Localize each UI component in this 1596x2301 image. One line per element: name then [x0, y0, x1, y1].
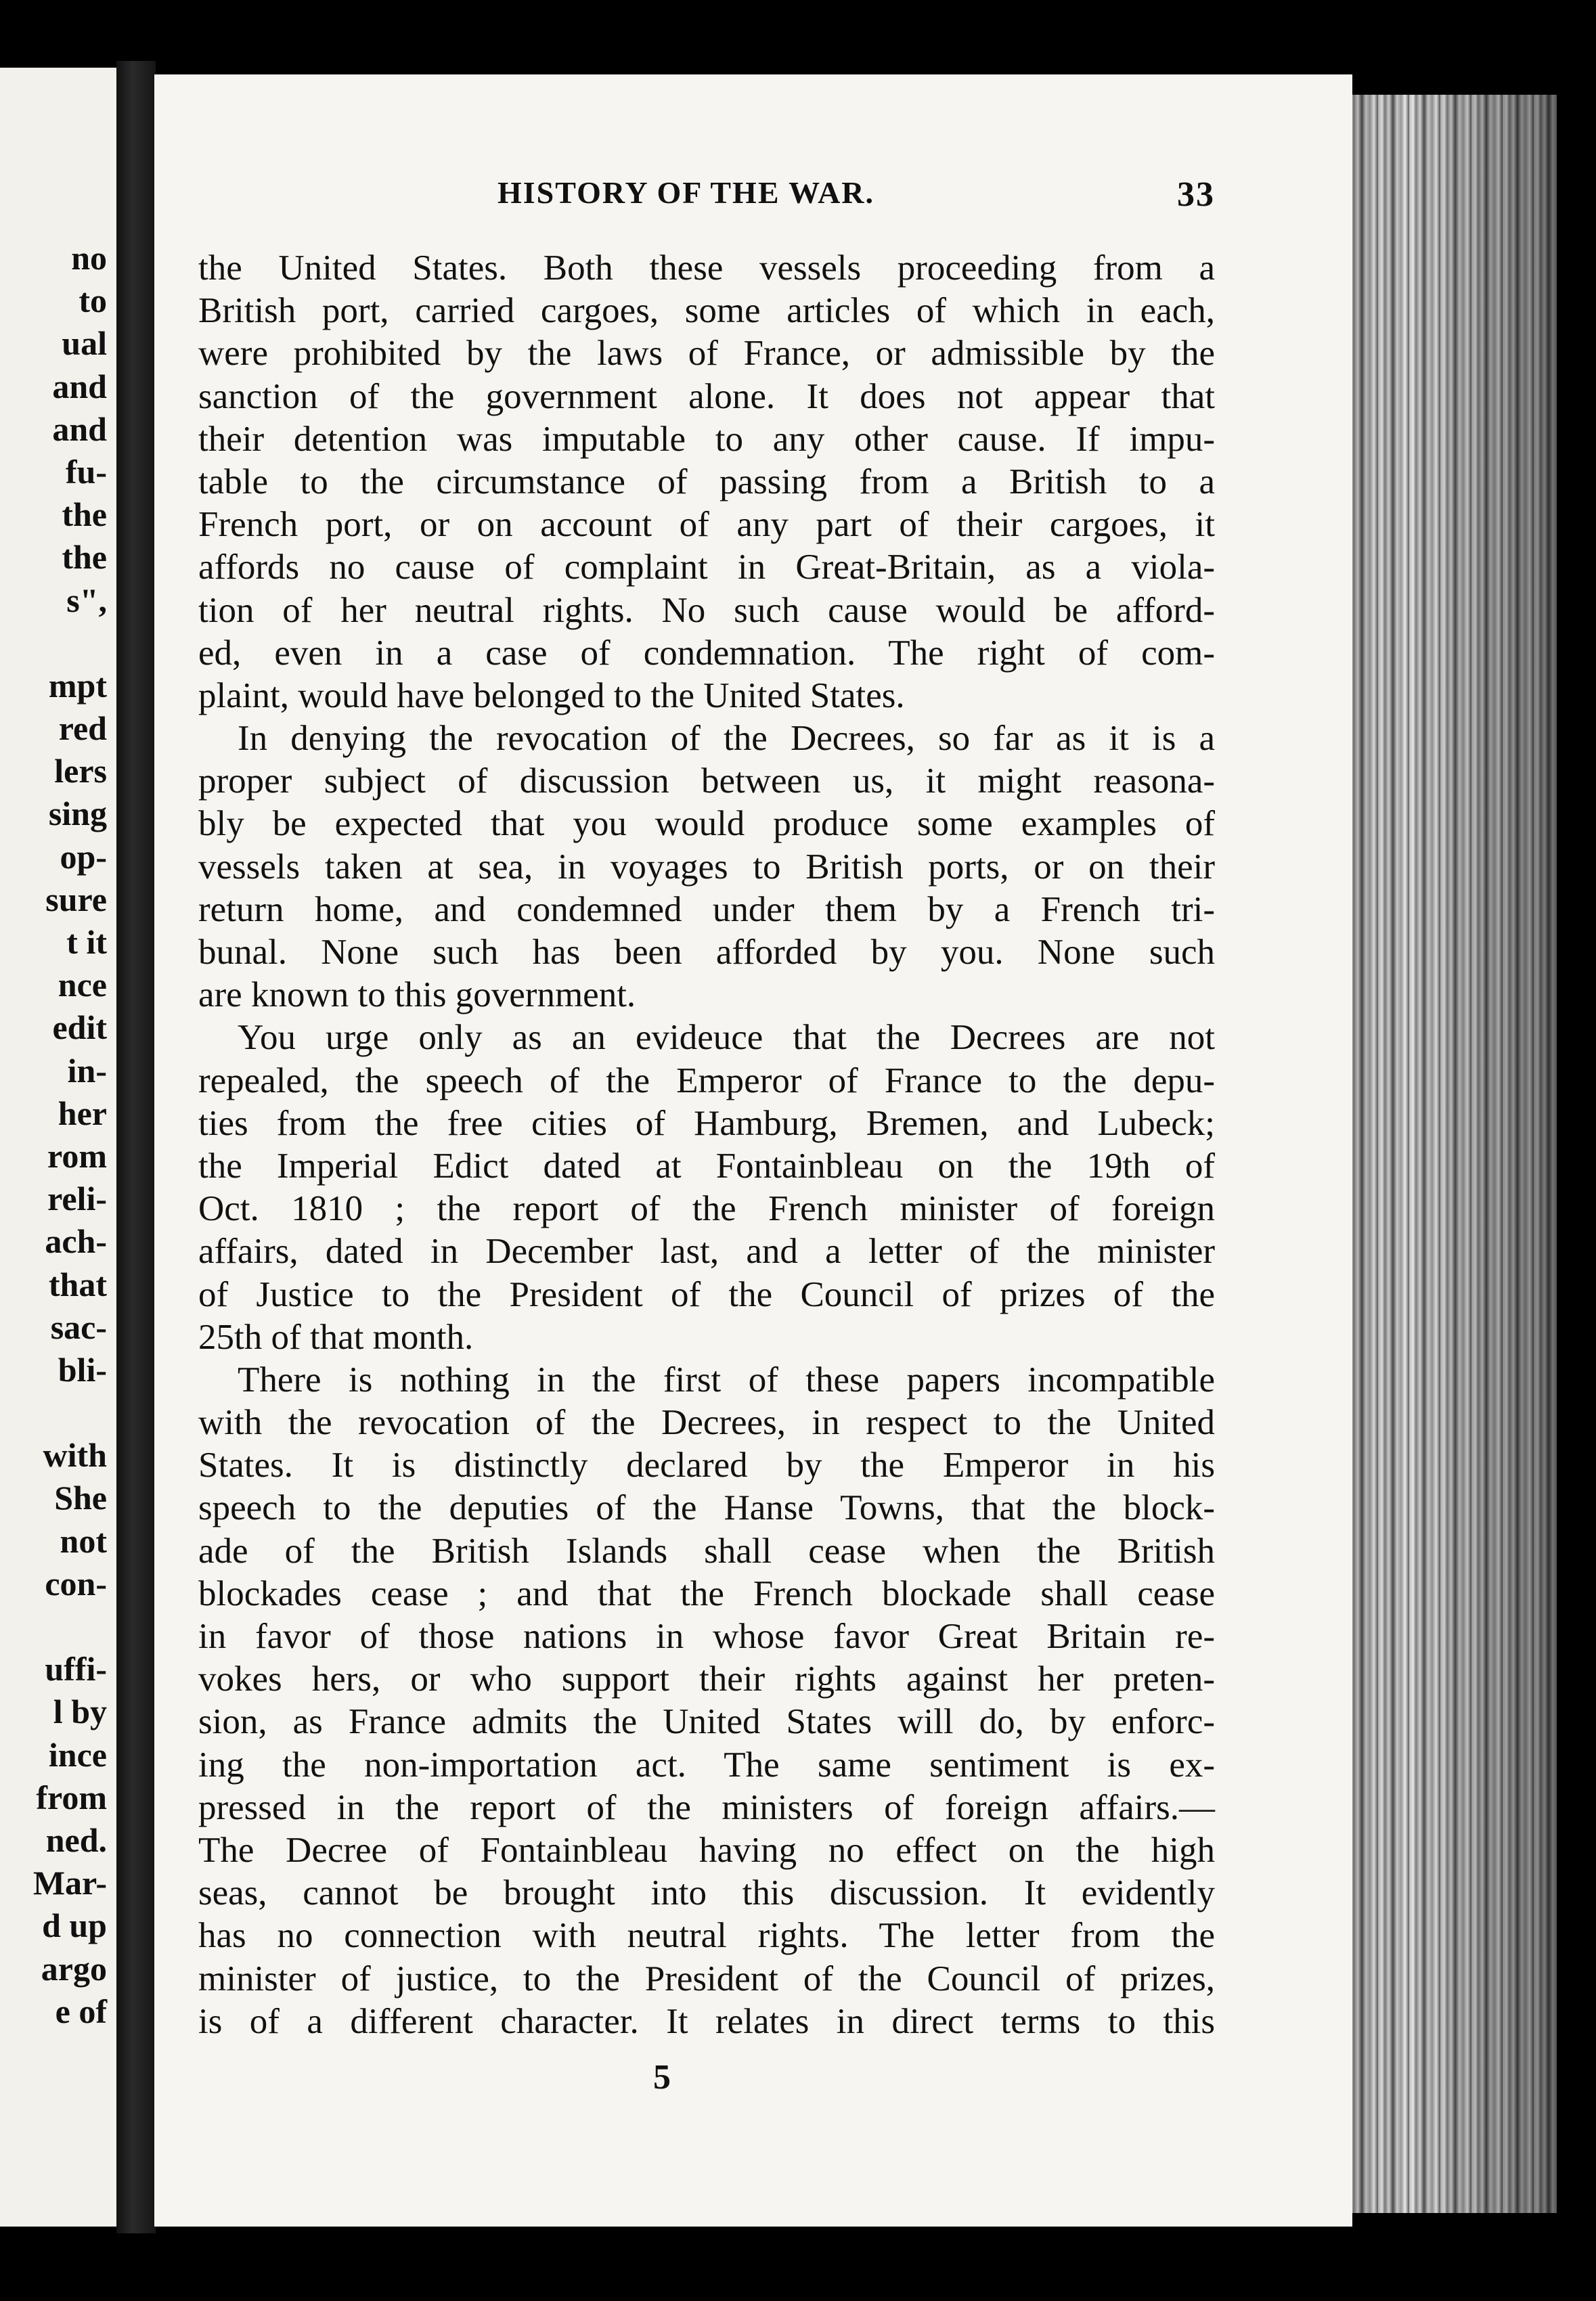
text-line: were prohibited by the laws of France, or admissible by the	[198, 334, 1215, 374]
text-line: are known to this government.	[198, 975, 636, 1015]
text-line: vokes hers, or who support their rights against her preten-	[198, 1659, 1215, 1699]
text-line: bly be expected that you would produce some examples of	[198, 804, 1215, 844]
facing-page-line: She	[54, 1479, 107, 1517]
text-line: seas, cannot be brought into this discussion. It evidently	[198, 1873, 1215, 1913]
facing-page-line: e of	[55, 1992, 107, 2030]
facing-page-line: sing	[48, 795, 107, 833]
facing-page-line: lers	[54, 752, 107, 790]
text-line: their detention was imputable to any other cause. If impu-	[198, 419, 1215, 459]
text-line: 25th of that month.	[198, 1317, 474, 1357]
text-line: speech to the deputies of the Hanse Towns, that the block-	[198, 1488, 1215, 1528]
text-line: the United States. Both these vessels proceeding from a	[198, 248, 1215, 288]
facing-page-line: op-	[60, 837, 107, 876]
text-line: in favor of those nations in whose favor Great Britain re-	[198, 1617, 1215, 1656]
facing-page-line: sac-	[50, 1308, 107, 1346]
running-head	[497, 175, 1215, 214]
facing-page-line: the	[62, 538, 107, 577]
text-line: bunal. None such has been afforded by you. None such	[198, 933, 1215, 972]
text-line: ed, even in a case of condemnation. The right of com-	[198, 633, 1215, 673]
text-line: repealed, the speech of the Emperor of France to the depu-	[198, 1060, 1215, 1100]
facing-page-line: ach-	[45, 1222, 107, 1261]
text-line: States. It is distinctly declared by the Emperor in his	[198, 1446, 1215, 1485]
facing-page-line: ned.	[45, 1820, 107, 1859]
facing-page-line: Mar-	[32, 1864, 107, 1902]
text-line: plaint, would have belonged to the United States.	[198, 675, 905, 715]
text-line: British port, carried cargoes, some articles of which in each,	[198, 291, 1215, 331]
text-line: You urge only as an evideuce that the Decrees are not	[238, 1018, 1215, 1058]
facing-page-line: ual	[62, 324, 107, 363]
facing-page-line: reli-	[47, 1180, 107, 1218]
text-line: of Justice to the President of the Council of prizes of the	[198, 1274, 1215, 1314]
text-line: vessels taken at sea, in voyages to British ports, or on their	[198, 847, 1215, 887]
facing-page-line: edit	[52, 1008, 107, 1047]
text-line: In denying the revocation of the Decrees, so far as it is a	[238, 719, 1215, 759]
facing-page-line: argo	[41, 1949, 107, 1988]
text-line: French port, or on account of any part of their cargoes, it	[198, 505, 1215, 545]
facing-page-line: nce	[58, 966, 107, 1004]
text-line: pressed in the report of the ministers of foreign affairs.—	[198, 1787, 1215, 1827]
text-line: ade of the British Islands shall cease when the British	[198, 1531, 1215, 1571]
facing-page-line: and	[52, 367, 107, 405]
facing-page-line: uffi-	[45, 1650, 107, 1689]
facing-page-line: red	[58, 709, 107, 748]
facing-page-line: fu-	[65, 452, 107, 491]
text-line: Oct. 1810 ; the report of the French minister of foreign	[198, 1189, 1215, 1229]
facing-page-line: mpt	[48, 666, 107, 705]
text-line: proper subject of discussion between us, it might reasona-	[198, 761, 1215, 801]
text-line: affairs, dated in December last, and a letter of the minister	[198, 1232, 1215, 1272]
text-line: with the revocation of the Decrees, in respect to the United	[198, 1403, 1215, 1443]
facing-page-line: t it	[66, 923, 107, 961]
page-fore-edge	[1347, 95, 1557, 2213]
text-line: return home, and condemned under them by a French tri-	[198, 889, 1215, 929]
facing-page-line: that	[48, 1265, 107, 1303]
page-number: 33	[1177, 175, 1215, 214]
facing-page-line: and	[52, 409, 107, 448]
facing-page-left	[0, 68, 120, 2227]
facing-page-line: from	[36, 1778, 107, 1816]
body-text	[198, 247, 1215, 2043]
text-line: sion, as France admits the United States will do, by enforc-	[198, 1702, 1215, 1742]
facing-page-line: s",	[66, 581, 107, 619]
facing-page-line: d up	[42, 1906, 107, 1945]
text-line: ties from the free cities of Hamburg, Bremen, and Lubeck;	[198, 1103, 1215, 1143]
facing-page-line	[33, 1391, 107, 1434]
signature-mark: 5	[653, 2058, 671, 2097]
facing-page-line	[33, 622, 107, 665]
text-line: table to the circumstance of passing from a British to a	[198, 462, 1215, 501]
facing-page-line: rom	[47, 1136, 107, 1175]
facing-page-line: her	[58, 1094, 107, 1132]
text-line: affords no cause of complaint in Great-Britain, as a viola-	[198, 548, 1215, 587]
facing-page-line	[33, 1605, 107, 1648]
text-line: sanction of the government alone. It does not appear that	[198, 376, 1215, 416]
facing-page-line: to	[79, 282, 107, 320]
text-line: minister of justice, to the President of the Council of prizes,	[198, 1959, 1215, 1998]
book-gutter	[116, 61, 156, 2233]
facing-page-line: ince	[48, 1735, 107, 1774]
text-line: There is nothing in the first of these papers incompatible	[238, 1360, 1215, 1400]
facing-page-line: con-	[45, 1564, 107, 1603]
facing-page-line: with	[43, 1436, 107, 1475]
text-line: The Decree of Fontainbleau having no effect on the high	[198, 1830, 1215, 1870]
facing-page-line: l by	[53, 1693, 107, 1731]
facing-page-line: not	[60, 1521, 107, 1560]
text-line: tion of her neutral rights. No such cause would be afford-	[198, 590, 1215, 630]
text-line: ing the non-importation act. The same sentiment is ex-	[198, 1745, 1215, 1785]
text-line: the Imperial Edict dated at Fontainbleau on the 19th of	[198, 1146, 1215, 1186]
facing-page-line: sure	[45, 880, 107, 918]
facing-page-line: the	[62, 495, 107, 534]
running-head-title: HISTORY OF THE WAR.	[497, 175, 875, 210]
facing-page-line: in-	[67, 1051, 107, 1090]
facing-page-line: bli-	[58, 1350, 107, 1389]
text-line: is of a different character. It relates in direct terms to this	[198, 2001, 1215, 2041]
text-line: blockades cease ; and that the French blockade shall cease	[198, 1573, 1215, 1613]
facing-page-line: no	[71, 239, 107, 277]
facing-page-text-fragments	[33, 237, 107, 2033]
text-line: has no connection with neutral rights. The letter from the	[198, 1916, 1215, 1956]
